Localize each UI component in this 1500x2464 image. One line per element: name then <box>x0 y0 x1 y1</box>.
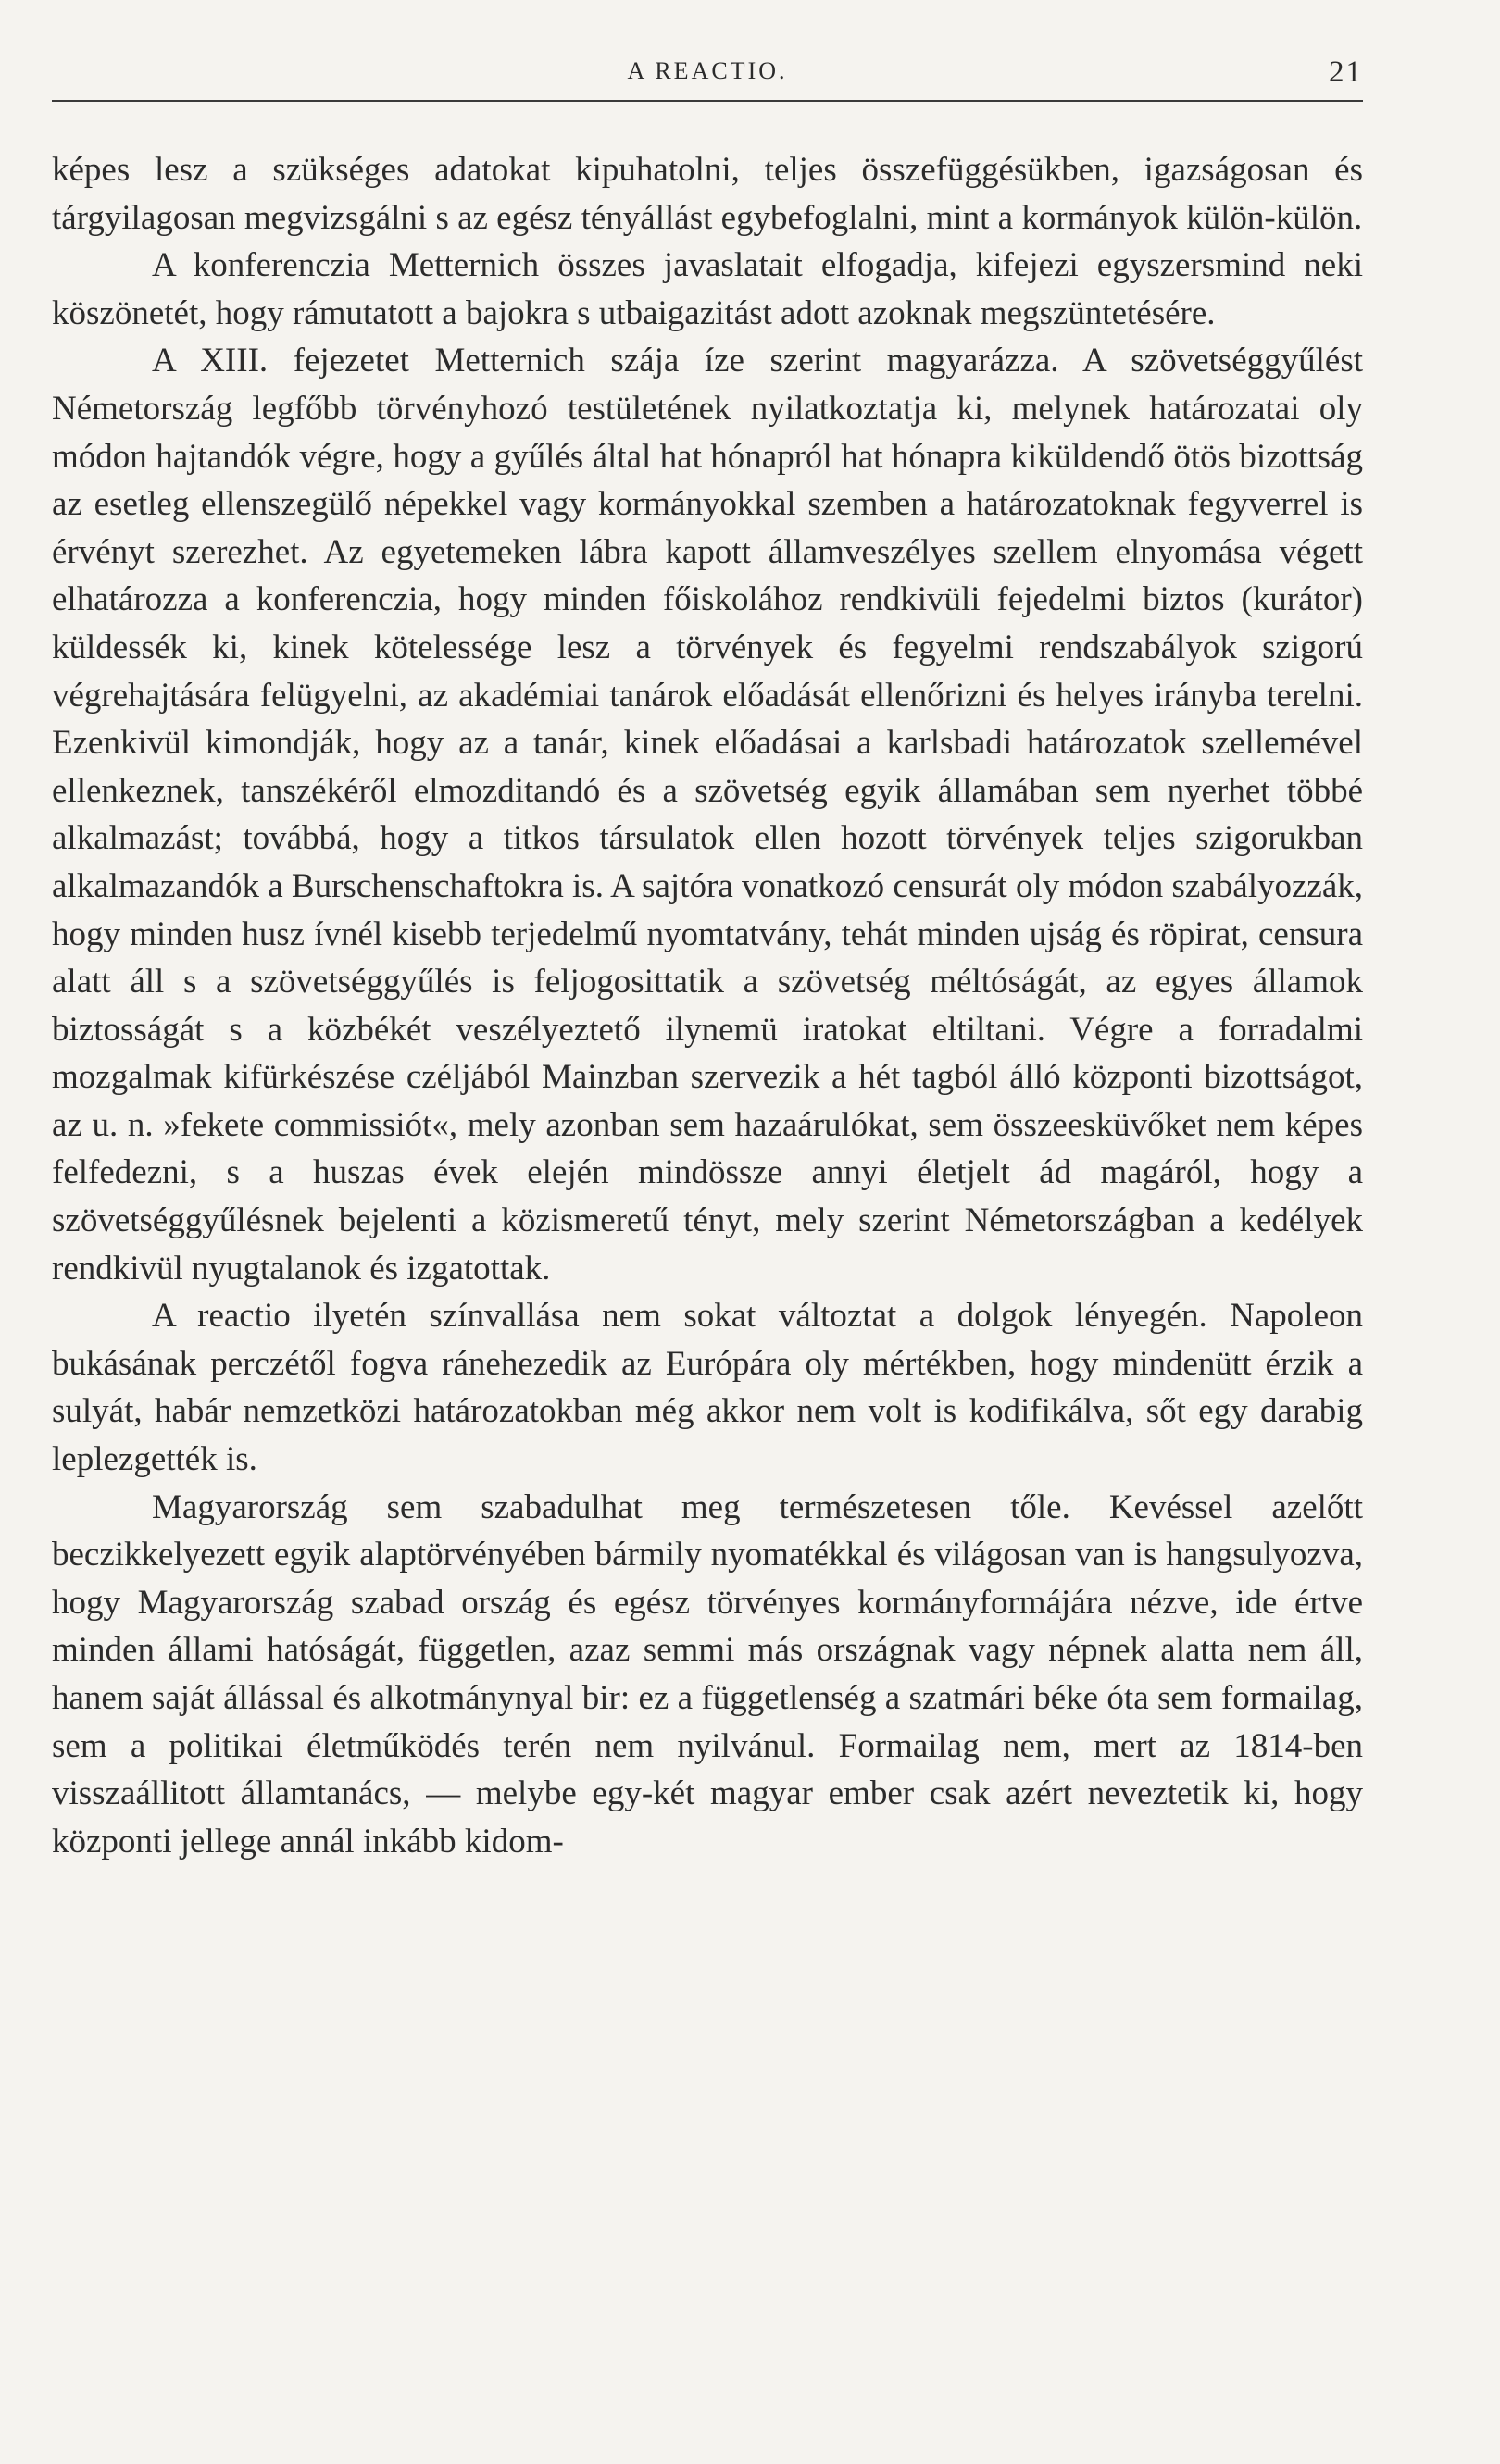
body-text <box>52 146 1363 1865</box>
page-number: 21 <box>1329 56 1363 89</box>
running-title: A REACTIO. <box>627 57 788 84</box>
paragraph-5: Magyarország sem szabadulhat meg természetesen tőle. Kevéssel azelőtt beczikkelyezett egyik alaptörvényében bármily nyomatékkal és világosan van is hangsulyozva, hogy Magyarország szabad ország és egész törvényes kormányformájára nézve, ide értve minden állami hatóságát, független, azaz semmi más országnak vagy népnek alatta nem áll, hanem saját állással és alkotmánynyal bir: ez a függetlenség a szatmári béke óta sem formailag, sem a politikai életműködés terén nem nyilvánul. Formailag nem, mert az 1814-ben visszaállitott államtanács, — melybe egy-két magyar ember csak azért neveztetik ki, hogy központi jellege annál inkább kidom- <box>52 1487 1363 1860</box>
paragraph-4: A reactio ilyetén színvallása nem sokat változtat a dolgok lényegén. Napoleon bukásának perczétől fogva ránehezedik az Európára oly mértékben, hogy mindenütt érzik a sulyát, habár nemzetközi határozatokban még akkor nem volt is kodifikálva, sőt egy darabig leplezgették is. <box>52 1297 1363 1479</box>
book-page <box>52 56 1363 1865</box>
paragraph-3: A XIII. fejezetet Metternich szája íze szerint magyarázza. A szövetséggyűlést Németország legfőbb törvényhozó testületének nyilatkoztatja ki, melynek határozatai oly módon hajtandók végre, hogy a gyűlés által hat hónapról hat hónapra kiküldendő ötös bizottság az esetleg ellenszegülő népekkel vagy kormányokkal szemben a határozatoknak fegyverrel is érvényt szerezhet. Az egyetemeken lábra kapott államveszélyes szellem elnyomása végett elhatározza a konferenczia, hogy minden főiskolához rendkivüli fejedelmi biztos (kurátor) küldessék ki, kinek kötelessége lesz a törvények és fegyelmi rendszabályok szigorú végrehajtására felügyelni, az akadémiai tanárok előadását ellenőrizni és helyes irányba terelni. Ezenkivül kimondják, hogy az a tanár, kinek előadásai a karlsbadi határozatok szellemével ellenkeznek, tanszékéről elmozditandó és a szövetség egyik államában sem nyerhet többé alkalmazást; továbbá, hogy a titkos társulatok ellen hozott törvények teljes szigorukban alkalmazandók a Burschenschaftokra is. A sajtóra vonatkozó censurát oly módon szabályozzák, hogy minden husz ívnél kisebb terjedelmű nyomtatvány, tehát minden ujság és röpirat, censura alatt áll s a szövetséggyűlés is feljogosittatik a szövetség méltóságát, az egyes államok biztosságát s a közbékét veszélyeztető ilynemü iratokat eltiltani. Végre a forradalmi mozgalmak kifürkészése czéljából Mainzban szervezik a hét tagból álló központi bizottságot, az u. n. »fekete commissiót«, mely azonban sem hazaárulókat, sem összeesküvőket nem képes felfedezni, s a huszas évek elején mindössze annyi életjelt ád magáról, hogy a szövetséggyűlésnek bejelenti a közismeretű tényt, mely szerint Németországban a kedélyek rendkivül nyugtalanok és izgatottak. <box>52 342 1363 1288</box>
running-header <box>52 56 1363 102</box>
paragraph-1: képes lesz a szükséges adatokat kipuhatolni, teljes összefüggésükben, igazságosan és tárgyilagosan megvizsgálni s az egész tényállást egybefoglalni, mint a kormányok külön-külön. <box>52 151 1363 237</box>
paragraph-2: A konferenczia Metternich összes javaslatait elfogadja, kifejezi egyszersmind neki köszönetét, hogy rámutatott a bajokra s utbaigazitást adott azoknak megszüntetésére. <box>52 246 1363 332</box>
